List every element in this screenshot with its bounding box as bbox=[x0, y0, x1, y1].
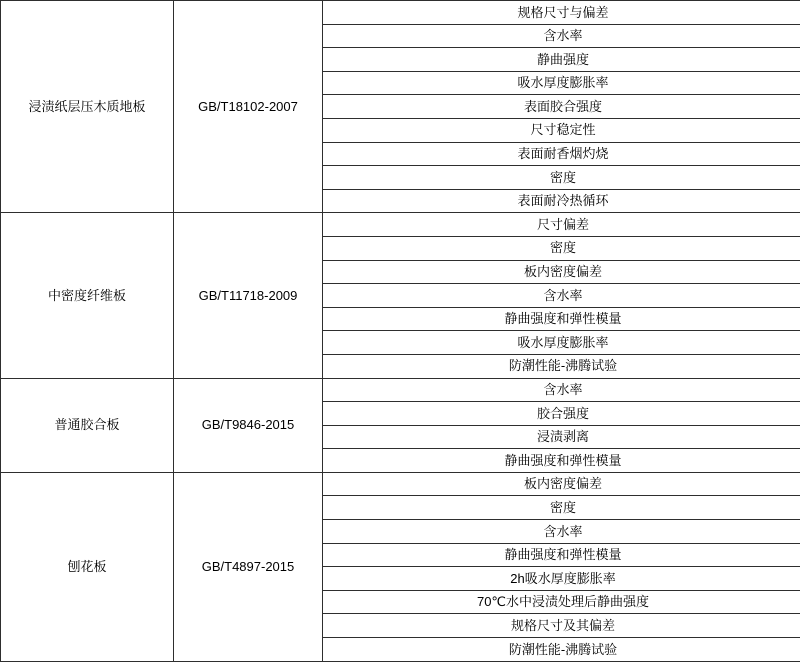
test-item-cell bbox=[323, 378, 800, 402]
test-item-cell bbox=[323, 590, 800, 614]
product-name-cell bbox=[1, 378, 174, 472]
standard-code-cell bbox=[174, 472, 323, 661]
test-item-text: 密度 bbox=[323, 500, 800, 516]
test-item-text: 板内密度偏差 bbox=[323, 476, 800, 492]
table-row bbox=[1, 1, 800, 25]
test-item-cell bbox=[323, 213, 800, 237]
test-item-text: 吸水厚度膨胀率 bbox=[323, 75, 800, 91]
test-item-text: 规格尺寸与偏差 bbox=[323, 5, 800, 21]
product-name-text: 浸渍纸层压木质地板 bbox=[1, 99, 173, 115]
test-item-text: 吸水厚度膨胀率 bbox=[323, 335, 800, 351]
standard-code-cell bbox=[174, 1, 323, 213]
test-item-cell bbox=[323, 354, 800, 378]
test-item-cell bbox=[323, 284, 800, 308]
test-item-text: 静曲强度和弹性模量 bbox=[323, 311, 800, 327]
test-item-text: 2h吸水厚度膨胀率 bbox=[323, 571, 800, 587]
test-item-text: 含水率 bbox=[323, 288, 800, 304]
standard-code-text: GB/T18102-2007 bbox=[174, 99, 322, 115]
table-row bbox=[1, 472, 800, 496]
test-item-text: 静曲强度 bbox=[323, 52, 800, 68]
product-name-cell bbox=[1, 1, 174, 213]
test-item-cell bbox=[323, 307, 800, 331]
test-item-cell bbox=[323, 95, 800, 119]
test-item-cell bbox=[323, 567, 800, 591]
table-row bbox=[1, 213, 800, 237]
standard-code-text: GB/T9846-2015 bbox=[174, 417, 322, 433]
test-item-text: 规格尺寸及其偏差 bbox=[323, 618, 800, 634]
test-item-cell bbox=[323, 260, 800, 284]
standard-code-text: GB/T4897-2015 bbox=[174, 559, 322, 575]
test-item-cell bbox=[323, 71, 800, 95]
test-item-text: 防潮性能-沸腾试验 bbox=[323, 642, 800, 658]
test-item-text: 尺寸偏差 bbox=[323, 217, 800, 233]
test-item-cell bbox=[323, 402, 800, 426]
test-item-cell bbox=[323, 331, 800, 355]
standard-code-text: GB/T11718-2009 bbox=[174, 288, 322, 304]
test-item-cell bbox=[323, 142, 800, 166]
standard-code-cell bbox=[174, 378, 323, 472]
test-item-cell bbox=[323, 472, 800, 496]
test-item-cell bbox=[323, 614, 800, 638]
test-item-cell bbox=[323, 48, 800, 72]
test-item-cell bbox=[323, 638, 800, 662]
test-item-text: 含水率 bbox=[323, 524, 800, 540]
test-item-cell bbox=[323, 520, 800, 544]
standard-code-cell bbox=[174, 213, 323, 378]
test-item-cell bbox=[323, 24, 800, 48]
test-item-cell bbox=[323, 236, 800, 260]
test-item-text: 含水率 bbox=[323, 382, 800, 398]
test-item-cell bbox=[323, 496, 800, 520]
table-row bbox=[1, 378, 800, 402]
test-item-text: 表面耐香烟灼烧 bbox=[323, 146, 800, 162]
test-item-text: 浸渍剥离 bbox=[323, 429, 800, 445]
test-item-text: 胶合强度 bbox=[323, 406, 800, 422]
test-item-text: 表面胶合强度 bbox=[323, 99, 800, 115]
test-item-cell bbox=[323, 166, 800, 190]
product-name-cell bbox=[1, 472, 174, 661]
test-item-cell bbox=[323, 118, 800, 142]
test-item-text: 密度 bbox=[323, 170, 800, 186]
test-item-cell bbox=[323, 449, 800, 473]
test-item-text: 尺寸稳定性 bbox=[323, 122, 800, 138]
test-item-text: 板内密度偏差 bbox=[323, 264, 800, 280]
product-name-cell bbox=[1, 213, 174, 378]
table-body bbox=[1, 1, 800, 662]
test-item-text: 含水率 bbox=[323, 28, 800, 44]
product-name-text: 普通胶合板 bbox=[1, 417, 173, 433]
test-item-cell bbox=[323, 543, 800, 567]
test-item-text: 静曲强度和弹性模量 bbox=[323, 453, 800, 469]
test-item-text: 静曲强度和弹性模量 bbox=[323, 547, 800, 563]
test-item-text: 70℃水中浸渍处理后静曲强度 bbox=[323, 594, 800, 610]
test-item-cell bbox=[323, 189, 800, 213]
test-item-text: 密度 bbox=[323, 240, 800, 256]
test-item-text: 防潮性能-沸腾试验 bbox=[323, 358, 800, 374]
test-item-cell bbox=[323, 1, 800, 25]
product-name-text: 中密度纤维板 bbox=[1, 288, 173, 304]
test-item-text: 表面耐冷热循环 bbox=[323, 193, 800, 209]
test-item-cell bbox=[323, 425, 800, 449]
product-name-text: 刨花板 bbox=[1, 559, 173, 575]
